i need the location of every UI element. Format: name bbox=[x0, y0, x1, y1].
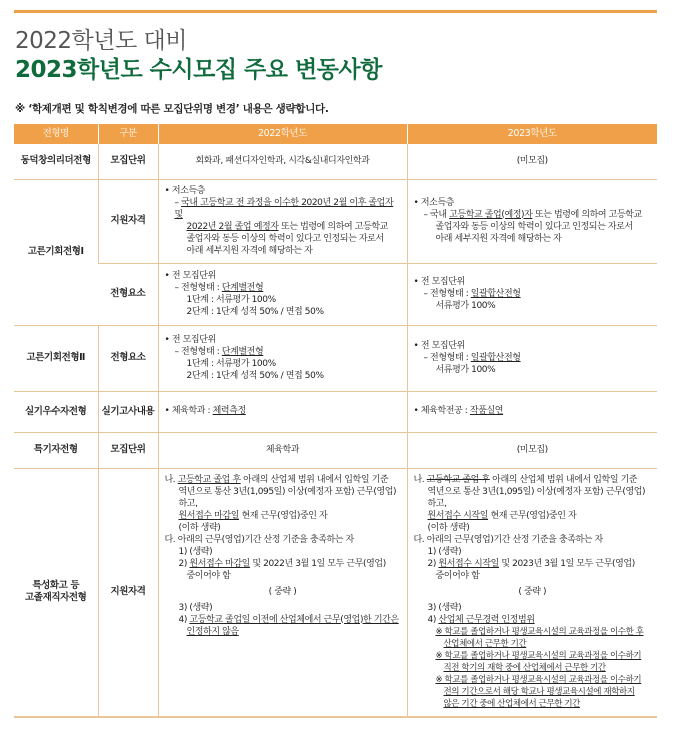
table-row bbox=[14, 179, 657, 263]
admission-name: 실기우수자전형 bbox=[14, 391, 98, 432]
changes-table bbox=[14, 124, 657, 718]
category: 지원자격 bbox=[98, 179, 158, 263]
value-2023: (미모집) bbox=[407, 432, 657, 468]
category: 지원자격 bbox=[98, 468, 158, 717]
category: 모집단위 bbox=[98, 432, 158, 468]
top-accent-bar bbox=[14, 10, 657, 13]
table-row bbox=[14, 144, 657, 179]
header-2023: 2023학년도 bbox=[407, 124, 657, 144]
admission-name: 동덕창의리더전형 bbox=[14, 144, 98, 179]
value-2022: • 전 모집단위 – 전형형태 : 단계별전형 1단계 : 서류평가 100% 2단계 : 1단계 성적 50% / 면접 50% bbox=[158, 325, 407, 391]
value-2022: • 전 모집단위 – 전형형태 : 단계별전형 1단계 : 서류평가 100% 2단계 : 1단계 성적 50% / 면접 50% bbox=[158, 263, 407, 325]
value-2022: 체육학과 bbox=[158, 432, 407, 468]
value-2022: • 체육학과 : 체력측정 bbox=[158, 391, 407, 432]
page-title-line2: 2023학년도 수시모집 주요 변동사항 bbox=[15, 57, 382, 83]
admission-name: 특성화고 등 고졸재직자전형 bbox=[14, 468, 98, 717]
table-row bbox=[14, 391, 657, 432]
category: 모집단위 bbox=[98, 144, 158, 179]
category: 실기고사내용 bbox=[98, 391, 158, 432]
table-row bbox=[14, 325, 657, 391]
admission-name: 고른기회전형Ⅱ bbox=[14, 325, 98, 391]
value-2022: 회화과, 패션디자인학과, 시각&실내디자인학과 bbox=[158, 144, 407, 179]
category: 전형요소 bbox=[98, 325, 158, 391]
table-row bbox=[14, 432, 657, 468]
header-category: 구분 bbox=[98, 124, 158, 144]
value-2022: • 저소득층 – 국내 고등학교 전 과정을 이수한 2020년 2월 이후 졸업자 및 2022년 2월 졸업 예정자 또는 법령에 의하여 고등학교 졸업자와 동등 이상의 학력이 있다고 인정되는 자로서 아래 세부지원 자격에 해당하는 자 bbox=[158, 179, 407, 263]
notice-text: ※ ‘학제개편 및 학칙변경에 따른 모집단위명 변경’ 내용은 생략합니다. bbox=[15, 103, 329, 115]
header-admission-type: 전형명 bbox=[14, 124, 98, 144]
page-title-line1: 2022학년도 대비 bbox=[15, 28, 187, 54]
table-row bbox=[14, 263, 657, 325]
table-header-row bbox=[14, 124, 657, 144]
value-2022: 나. 고등학교 졸업 후 아래의 산업체 범위 내에서 입학일 기준 역년으로 통산 3년(1,095일) 이상(예정자 포함) 근무(영업)하고, 원서접수 마감일 현재 근무(영업)중인 자 (이하 생략) 다. 아래의 근무(영업)기간 산정 기준을 충족하는 자 1) (생략) 2) 원서접수 마감일 및 2022년 3월 1일 모두 근무(영업) 중이어야 함 ( 중략 ) 3) (생략) 4) 고등학교 졸업일 이전에 산업체에서 근무(영업)한 기간은 인정하지 않음 bbox=[158, 468, 407, 717]
value-2023: (미모집) bbox=[407, 144, 657, 179]
value-2023: 나. 고등학교 졸업 후 아래의 산업체 범위 내에서 입학일 기준 역년으로 통산 3년(1,095일) 이상(예정자 포함) 근무(영업)하고, 원서접수 시작일 현재 근무(영업)중인 자 (이하 생략) 다. 아래의 근무(영업)기간 산정 기준을 충족하는 자 1) (생략) 2) 원서접수 시작일 및 2023년 3월 1일 모두 근무(영업) 중이어야 함 ( 중략 ) 3) (생략) 4) 산업체 근무경력 인정범위 ※ 학교를 졸업하거나 평생교육시설의 교육과정을 이수한 후 산업체에서 근무한 기간 ※ 학교를 졸업하거나 평생교육시설의 교육과정을 이수하기 직전 학기의 재학 중에 산업체에서 근무한 기간 ※ 학교를 졸업하거나 평생교육시설의 교육과정을 이수하기 전의 기간으로서 해당 학교나 평생교육시설에 재학하지 않은 기간 중에 산업체에서 근무한 기간 bbox=[407, 468, 657, 717]
value-2023: • 전 모집단위 – 전형형태 : 일괄합산전형 서류평가 100% bbox=[407, 263, 657, 325]
admission-name: 고른기회전형Ⅰ bbox=[14, 179, 98, 325]
table-row bbox=[14, 468, 657, 717]
value-2023: • 체육학전공 : 작품실연 bbox=[407, 391, 657, 432]
value-2023: • 저소득층 – 국내 고등학교 졸업(예정)자 또는 법령에 의하여 고등학교 졸업자와 동등 이상의 학력이 있다고 인정되는 자로서 아래 세부지원 자격에 해당하는 자 bbox=[407, 179, 657, 263]
admission-name: 특기자전형 bbox=[14, 432, 98, 468]
header-2022: 2022학년도 bbox=[158, 124, 407, 144]
category: 전형요소 bbox=[98, 263, 158, 325]
value-2023: • 전 모집단위 – 전형형태 : 일괄합산전형 서류평가 100% bbox=[407, 325, 657, 391]
